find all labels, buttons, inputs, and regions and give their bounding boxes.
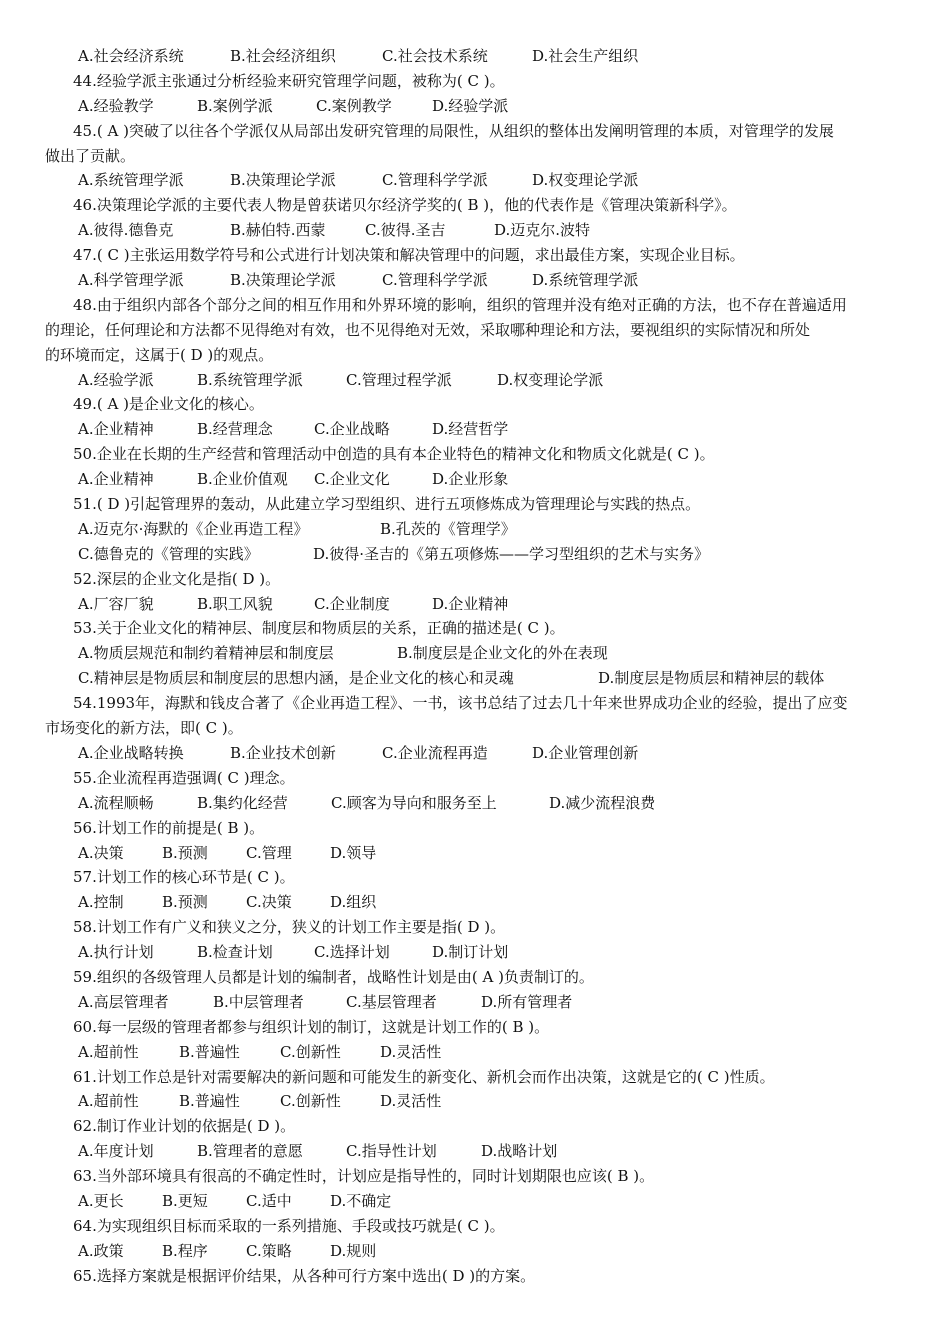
- question-text: 50.企业在长期的生产经营和管理活动中创造的具有本企业特色的精神文化和物质文化就是( C )。: [73, 445, 715, 464]
- option-text: D.权变理论学派: [497, 370, 604, 389]
- option-text: A.高层管理者: [78, 992, 169, 1011]
- option-text: A.企业精神: [78, 470, 154, 489]
- option-text: A.企业精神: [78, 420, 154, 439]
- option-text: C.企业战略: [314, 420, 390, 439]
- option-text: B.系统管理学派: [197, 370, 303, 389]
- option-text: D.规则: [330, 1241, 377, 1260]
- option-text: A.社会经济系统: [78, 47, 184, 65]
- option-text: A.控制: [78, 893, 124, 912]
- option-text: D.灵活性: [380, 1092, 442, 1111]
- option-text: D.彼得·圣吉的《第五项修炼——学习型组织的艺术与实务》: [313, 544, 710, 563]
- option-text: C.创新性: [280, 1092, 341, 1111]
- option-text: C.指导性计划: [346, 1142, 437, 1161]
- option-text: A.年度计划: [78, 1142, 154, 1161]
- option-text: A.系统管理学派: [78, 171, 184, 190]
- options-row: [0, 268, 950, 293]
- question-text: 55.企业流程再造强调( C )理念。: [73, 768, 295, 787]
- options-row: [0, 517, 950, 542]
- option-text: B.社会经济组织: [230, 47, 336, 65]
- option-text: B.制度层是企业文化的外在表现: [397, 644, 608, 663]
- options-row: [0, 542, 950, 567]
- options-row: [0, 791, 950, 816]
- question-continuation: 的理论，任何理论和方法都不见得绝对有效，也不见得绝对无效，采取哪种理论和方法，要视组织的实际情况和所处: [45, 320, 811, 339]
- option-text: C.社会技术系统: [382, 47, 488, 65]
- option-text: A.彼得.德鲁克: [78, 221, 174, 240]
- option-text: C.创新性: [280, 1042, 341, 1061]
- option-text: D.战略计划: [481, 1142, 558, 1161]
- option-text: B.经营理念: [197, 420, 273, 439]
- option-text: D.制度层是物质层和精神层的载体: [598, 669, 825, 688]
- option-text: A.经验学派: [78, 370, 154, 389]
- question-text: 65.选择方案就是根据评价结果，从各种可行方案中选出( D )的方案。: [73, 1266, 536, 1285]
- option-text: B.企业价值观: [197, 470, 288, 489]
- options-row: [0, 990, 950, 1015]
- options-row: [0, 368, 950, 393]
- option-text: C.管理科学学派: [382, 271, 488, 290]
- option-text: D.权变理论学派: [532, 171, 639, 190]
- question-text: 52.深层的企业文化是指( D )。: [73, 569, 281, 588]
- option-text: A.政策: [78, 1241, 124, 1260]
- option-text: D.企业精神: [432, 594, 509, 613]
- option-text: C.适中: [246, 1191, 292, 1210]
- question-text: 62.制订作业计划的依据是( D )。: [73, 1117, 296, 1136]
- options-row: [0, 44, 950, 69]
- option-text: B.普遍性: [179, 1092, 240, 1111]
- question-continuation: 市场变化的新方法，即( C )。: [45, 719, 243, 738]
- options-row: [0, 1189, 950, 1214]
- option-text: B.普遍性: [179, 1042, 240, 1061]
- option-text: D.灵活性: [380, 1042, 442, 1061]
- option-text: D.经验学派: [432, 96, 509, 115]
- option-text: C.德鲁克的《管理的实践》: [78, 544, 259, 563]
- option-text: C.管理过程学派: [346, 370, 452, 389]
- option-text: B.职工风貌: [197, 594, 273, 613]
- options-row: [0, 940, 950, 965]
- document-page: [0, 44, 950, 1289]
- option-text: A.经验教学: [78, 96, 154, 115]
- option-text: C.策略: [246, 1241, 292, 1260]
- question-text: 44.经验学派主张通过分析经验来研究管理学问题，被称为( C )。: [73, 71, 505, 90]
- question-text: 57.计划工作的核心环节是( C )。: [73, 868, 295, 887]
- question-text: 61.计划工作总是针对需要解决的新问题和可能发生的新变化、新机会而作出决策，这就是它的( C )性质。: [73, 1067, 775, 1086]
- options-row: [0, 592, 950, 617]
- question-continuation: 做出了贡献。: [45, 146, 136, 165]
- option-text: A.流程顺畅: [78, 793, 154, 812]
- question-text: 49.( A )是企业文化的核心。: [73, 395, 264, 414]
- option-text: A.更长: [78, 1191, 124, 1210]
- option-text: D.经营哲学: [432, 420, 509, 439]
- option-text: B.管理者的意愿: [197, 1142, 303, 1161]
- options-row: [0, 467, 950, 492]
- option-text: B.更短: [162, 1191, 208, 1210]
- question-text: 45.( A )突破了以往各个学派仅从局部出发研究管理的局限性，从组织的整体出发阐明管理的本质，对管理学的发展: [73, 121, 834, 140]
- option-text: A.企业战略转换: [78, 743, 184, 762]
- option-text: A.科学管理学派: [78, 271, 184, 290]
- option-text: C.彼得.圣吉: [365, 221, 446, 240]
- question-text: 63.当外部环境具有很高的不确定性时，计划应是指导性的，同时计划期限也应该( B )。: [73, 1167, 655, 1186]
- option-text: B.中层管理者: [213, 992, 304, 1011]
- option-text: A.超前性: [78, 1092, 139, 1111]
- options-row: [0, 841, 950, 866]
- options-row: [0, 94, 950, 119]
- options-row: [0, 168, 950, 193]
- option-text: A.执行计划: [78, 943, 154, 962]
- option-text: D.社会生产组织: [532, 47, 639, 65]
- option-text: A.迈克尔·海默的《企业再造工程》: [78, 519, 309, 538]
- option-text: D.所有管理者: [481, 992, 573, 1011]
- option-text: D.企业形象: [432, 470, 509, 489]
- option-text: B.程序: [162, 1241, 208, 1260]
- question-continuation: 的环境而定，这属于( D )的观点。: [45, 345, 274, 364]
- option-text: B.预测: [162, 893, 208, 912]
- option-text: C.案例教学: [316, 96, 392, 115]
- question-text: 51.( D )引起管理界的轰动，从此建立学习型组织、进行五项修炼成为管理理论与实践的热点。: [73, 495, 701, 514]
- options-row: [0, 1089, 950, 1114]
- question-text: 48.由于组织内部各个部分之间的相互作用和外界环境的影响，组织的管理并没有绝对正确的方法，也不存在普遍适用: [73, 295, 847, 314]
- question-text: 46.决策理论学派的主要代表人物是曾获诺贝尔经济学奖的( B )，他的代表作是《管理决策新科学》。: [73, 196, 737, 215]
- options-row: [0, 417, 950, 442]
- option-text: B.决策理论学派: [230, 171, 336, 190]
- option-text: C.顾客为导向和服务至上: [331, 793, 497, 812]
- option-text: C.企业制度: [314, 594, 390, 613]
- option-text: D.企业管理创新: [532, 743, 639, 762]
- question-text: 47.( C )主张运用数学符号和公式进行计划决策和解决管理中的问题，求出最佳方案，实现企业目标。: [73, 246, 745, 265]
- options-row: [0, 218, 950, 243]
- option-text: C.精神层是物质层和制度层的思想内涵，是企业文化的核心和灵魂: [78, 669, 514, 688]
- option-text: D.制订计划: [432, 943, 509, 962]
- option-text: C.选择计划: [314, 943, 390, 962]
- question-text: 59.组织的各级管理人员都是计划的编制者，战略性计划是由( A )负责制订的。: [73, 967, 594, 986]
- options-row: [0, 890, 950, 915]
- question-text: 58.计划工作有广义和狭义之分，狭义的计划工作主要是指( D )。: [73, 918, 506, 937]
- option-text: C.企业流程再造: [382, 743, 488, 762]
- options-row: [0, 741, 950, 766]
- options-row: [0, 666, 950, 691]
- option-text: B.检查计划: [197, 943, 273, 962]
- options-row: [0, 1239, 950, 1264]
- option-text: B.赫伯特.西蒙: [230, 221, 326, 240]
- option-text: C.决策: [246, 893, 292, 912]
- option-text: A.决策: [78, 843, 124, 862]
- question-text: 60.每一层级的管理者都参与组织计划的制订，这就是计划工作的( B )。: [73, 1017, 550, 1036]
- option-text: C.基层管理者: [346, 992, 437, 1011]
- option-text: D.领导: [330, 843, 377, 862]
- option-text: C.企业文化: [314, 470, 390, 489]
- options-row: [0, 641, 950, 666]
- option-text: C.管理: [246, 843, 292, 862]
- options-row: [0, 1139, 950, 1164]
- option-text: D.减少流程浪费: [549, 793, 656, 812]
- option-text: B.预测: [162, 843, 208, 862]
- option-text: C.管理科学学派: [382, 171, 488, 190]
- option-text: B.集约化经营: [197, 793, 288, 812]
- option-text: A.超前性: [78, 1042, 139, 1061]
- question-text: 56.计划工作的前提是( B )。: [73, 818, 265, 837]
- question-text: 54.1993年，海默和钱皮合著了《企业再造工程》、一书，该书总结了过去几十年来世界成功企业的经验，提出了应变: [73, 694, 848, 713]
- options-row: [0, 1040, 950, 1065]
- option-text: A.厂容厂貌: [78, 594, 154, 613]
- option-text: B.企业技术创新: [230, 743, 336, 762]
- option-text: D.组织: [330, 893, 377, 912]
- option-text: B.案例学派: [197, 96, 273, 115]
- option-text: A.物质层规范和制约着精神层和制度层: [78, 644, 334, 663]
- option-text: B.决策理论学派: [230, 271, 336, 290]
- option-text: D.迈克尔.波特: [494, 221, 591, 240]
- question-text: 64.为实现组织目标而采取的一系列措施、手段或技巧就是( C )。: [73, 1216, 505, 1235]
- option-text: D.系统管理学派: [532, 271, 639, 290]
- question-text: 53.关于企业文化的精神层、制度层和物质层的关系，正确的描述是( C )。: [73, 619, 565, 638]
- option-text: B.孔茨的《管理学》: [380, 519, 516, 538]
- option-text: D.不确定: [330, 1191, 392, 1210]
